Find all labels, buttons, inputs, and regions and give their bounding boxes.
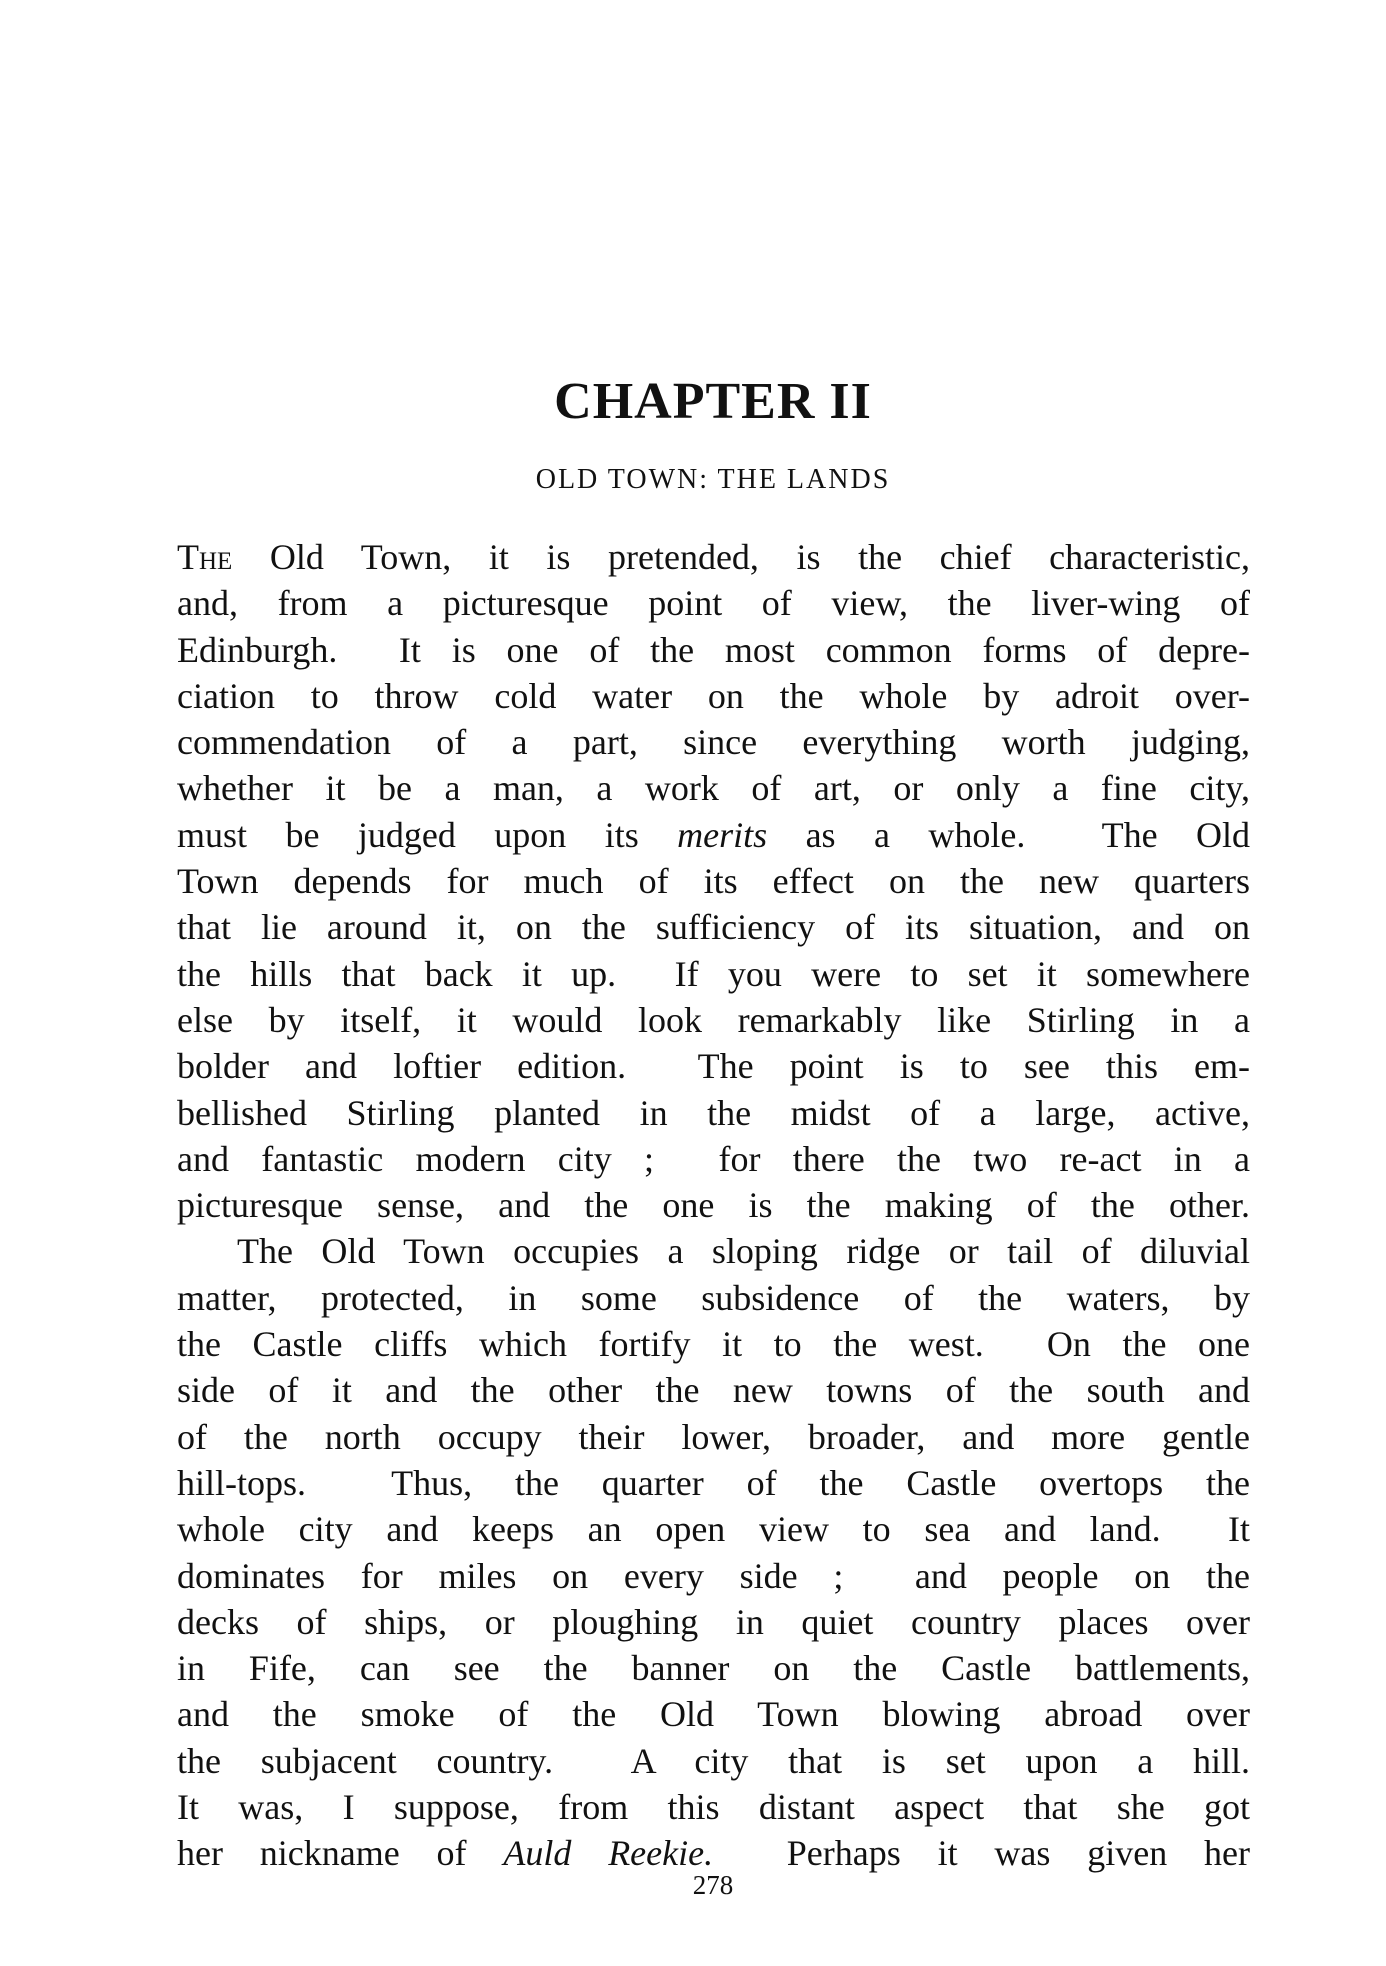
paragraph bbox=[177, 534, 1250, 1228]
text-line bbox=[177, 1414, 1250, 1460]
text-segment: bellished Stirling planted in the midst of a large, active, bbox=[177, 1092, 1250, 1133]
text-segment: the hills that back it up. If you were to set it somewhere bbox=[177, 953, 1250, 994]
text-segment: The Old Town occupies a sloping ridge or tail of diluvial bbox=[237, 1231, 1250, 1272]
text-line bbox=[177, 1136, 1250, 1182]
text-line bbox=[177, 1506, 1250, 1552]
text-segment: decks of ships, or ploughing in quiet country places over bbox=[177, 1601, 1250, 1642]
paragraph bbox=[177, 1228, 1250, 1876]
text-segment: and fantastic modern city ; for there the two re-act in a bbox=[177, 1138, 1250, 1179]
chapter-title: CHAPTER II bbox=[554, 373, 872, 430]
text-line bbox=[177, 765, 1250, 811]
text-line bbox=[177, 904, 1250, 950]
text-segment: dominates for miles on every side ; and people on the bbox=[177, 1555, 1250, 1596]
text-line bbox=[177, 1275, 1250, 1321]
text-line bbox=[177, 1182, 1250, 1228]
text-line bbox=[177, 719, 1250, 765]
text-line bbox=[177, 627, 1250, 673]
text-line bbox=[177, 1460, 1250, 1506]
text-segment: that lie around it, on the sufficiency of its situation, and on bbox=[177, 907, 1250, 948]
text-segment: her nickname of bbox=[177, 1833, 504, 1874]
text-line bbox=[177, 1599, 1250, 1645]
chapter-subtitle: OLD TOWN: THE LANDS bbox=[535, 464, 891, 495]
text-segment: else by itself, it would look remarkably like Stirling in a bbox=[177, 999, 1250, 1040]
small-caps-text: The bbox=[177, 537, 233, 577]
text-line bbox=[177, 812, 1250, 858]
text-line bbox=[177, 580, 1250, 626]
text-segment: and, from a picturesque point of view, the liver-wing of bbox=[177, 583, 1250, 624]
text-line bbox=[177, 1090, 1250, 1136]
text-line bbox=[177, 1738, 1250, 1784]
text-line bbox=[177, 673, 1250, 719]
text-line bbox=[177, 1645, 1250, 1691]
text-segment: It was, I suppose, from this distant aspect that she got bbox=[177, 1787, 1250, 1828]
text-segment: as a whole. The Old bbox=[767, 814, 1250, 855]
text-segment: ciation to throw cold water on the whole by adroit over- bbox=[177, 675, 1250, 716]
text-segment: must be judged upon its bbox=[177, 814, 678, 855]
text-segment: Perhaps it was given her bbox=[713, 1833, 1250, 1874]
text-segment: of the north occupy their lower, broader, and more gentle bbox=[177, 1416, 1250, 1457]
text-segment: the Castle cliffs which fortify it to the west. On the one bbox=[177, 1324, 1250, 1365]
text-line bbox=[177, 1228, 1250, 1274]
text-segment: whole city and keeps an open view to sea and land. It bbox=[177, 1509, 1250, 1550]
text-segment: matter, protected, in some subsidence of the waters, by bbox=[177, 1277, 1250, 1318]
text-segment: commendation of a part, since everything worth judging, bbox=[177, 722, 1250, 763]
text-line bbox=[177, 1691, 1250, 1737]
body-text bbox=[177, 534, 1250, 1877]
text-segment: side of it and the other the new towns of the south and bbox=[177, 1370, 1250, 1411]
text-segment: picturesque sense, and the one is the making of the other. bbox=[177, 1185, 1250, 1226]
text-segment: Edinburgh. It is one of the most common forms of depre- bbox=[177, 629, 1250, 670]
text-line bbox=[177, 1553, 1250, 1599]
text-line bbox=[177, 1784, 1250, 1830]
text-segment: whether it be a man, a work of art, or only a fine city, bbox=[177, 768, 1250, 809]
text-segment: in Fife, can see the banner on the Castle battlements, bbox=[177, 1648, 1250, 1689]
text-line bbox=[177, 534, 1250, 580]
text-segment: the subjacent country. A city that is set upon a hill. bbox=[177, 1740, 1250, 1781]
text-segment: hill-tops. Thus, the quarter of the Castle overtops the bbox=[177, 1462, 1250, 1503]
italic-text: Auld Reekie. bbox=[503, 1833, 714, 1874]
page-number: 278 bbox=[692, 1870, 734, 1900]
text-segment: and the smoke of the Old Town blowing abroad over bbox=[177, 1694, 1250, 1735]
text-line bbox=[177, 1321, 1250, 1367]
text-line bbox=[177, 858, 1250, 904]
italic-text: merits bbox=[677, 814, 768, 855]
text-line bbox=[177, 997, 1250, 1043]
text-line bbox=[177, 951, 1250, 997]
text-line bbox=[177, 1367, 1250, 1413]
text-line bbox=[177, 1043, 1250, 1089]
text-segment: bolder and loftier edition. The point is to see this em- bbox=[177, 1046, 1250, 1087]
text-segment: Town depends for much of its effect on the new quarters bbox=[177, 861, 1250, 902]
text-segment: Old Town, it is pretended, is the chief characteristic, bbox=[232, 537, 1250, 577]
